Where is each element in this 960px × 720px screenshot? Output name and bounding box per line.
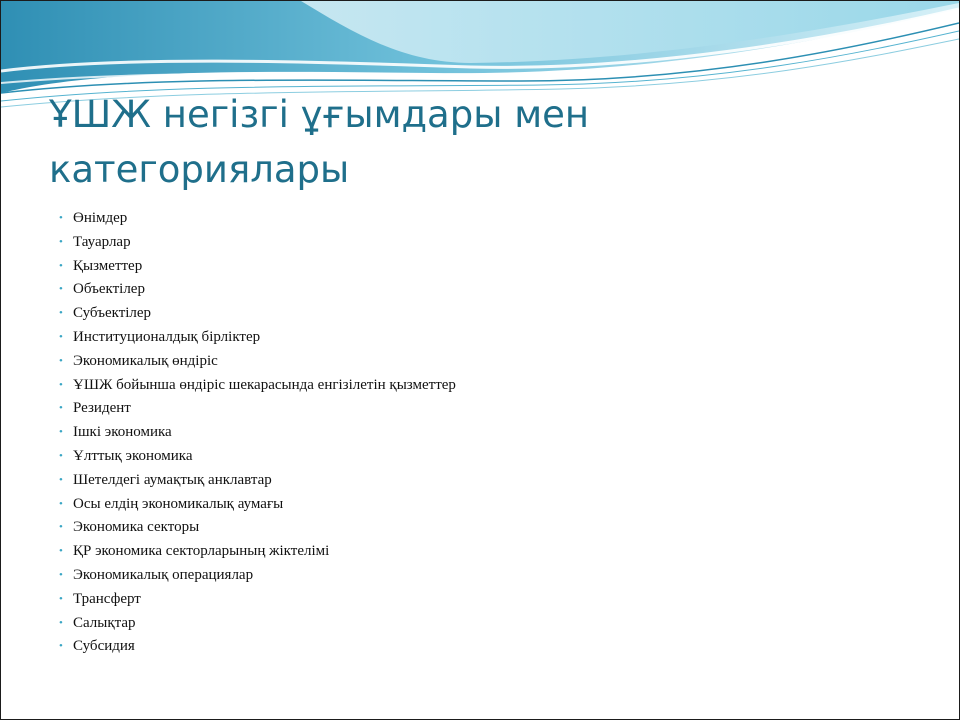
bullet-list bbox=[59, 207, 919, 659]
title-line-1: ҰШЖ негізгі ұғымдары мен bbox=[49, 93, 590, 136]
list-item-text: Экономикалық операциялар bbox=[73, 566, 254, 583]
bullet-icon: • bbox=[59, 283, 63, 296]
list-item-text: Өнімдер bbox=[73, 210, 128, 226]
list-item-text: Салықтар bbox=[73, 614, 136, 631]
bullet-icon: • bbox=[59, 521, 63, 534]
list-item bbox=[59, 516, 919, 540]
title-line-2: категориялары bbox=[49, 148, 350, 191]
bullet-icon: • bbox=[59, 259, 63, 272]
list-item bbox=[59, 564, 919, 588]
list-item bbox=[59, 374, 919, 398]
list-item-text: Резидент bbox=[73, 400, 131, 417]
bullet-icon: • bbox=[59, 616, 63, 629]
list-item-text: ҰШЖ бойынша өндіріс шекарасында енгізілетін қызметтер bbox=[73, 376, 456, 393]
list-item-text: Осы елдің экономикалық аумағы bbox=[73, 495, 284, 512]
bullet-icon: • bbox=[59, 378, 63, 391]
list-item-text: Ұлттық экономика bbox=[73, 447, 193, 464]
bullet-icon: • bbox=[59, 330, 63, 343]
bullet-icon: • bbox=[59, 212, 63, 224]
bullet-icon: • bbox=[59, 449, 63, 462]
list-item bbox=[59, 445, 919, 469]
list-item-text: Қызметтер bbox=[73, 257, 143, 274]
bullet-icon: • bbox=[59, 235, 63, 248]
list-item bbox=[59, 231, 919, 255]
list-item-text: Тауарлар bbox=[73, 233, 131, 250]
list-item-text: Экономикалық өндіріс bbox=[73, 352, 218, 369]
list-item bbox=[59, 493, 919, 517]
list-item bbox=[59, 469, 919, 493]
list-item-text: Субъектілер bbox=[73, 305, 152, 322]
list-item bbox=[59, 540, 919, 564]
list-item bbox=[59, 207, 919, 231]
list-item-text: Субсидия bbox=[73, 638, 135, 655]
bullet-icon: • bbox=[59, 307, 63, 320]
list-item bbox=[59, 278, 919, 302]
list-item bbox=[59, 397, 919, 421]
slide-title bbox=[49, 87, 909, 197]
list-item bbox=[59, 326, 919, 350]
list-item-text: Ішкі экономика bbox=[73, 424, 172, 441]
list-item bbox=[59, 612, 919, 636]
bullet-icon: • bbox=[59, 640, 63, 653]
list-item bbox=[59, 635, 919, 659]
list-item-text: ҚР экономика секторларының жіктелімі bbox=[73, 543, 330, 560]
list-item bbox=[59, 302, 919, 326]
bullet-icon: • bbox=[59, 473, 63, 486]
list-item-text: Объектілер bbox=[73, 281, 145, 298]
bullet-icon: • bbox=[59, 402, 63, 415]
bullet-icon: • bbox=[59, 354, 63, 367]
list-item-text: Экономика секторы bbox=[73, 519, 200, 536]
bullet-icon: • bbox=[59, 545, 63, 558]
bullet-icon: • bbox=[59, 497, 63, 510]
list-item bbox=[59, 421, 919, 445]
list-item bbox=[59, 588, 919, 612]
bullet-icon: • bbox=[59, 568, 63, 581]
list-item bbox=[59, 255, 919, 279]
list-item bbox=[59, 350, 919, 374]
list-item-text: Институционалдық бірліктер bbox=[73, 328, 261, 345]
bullet-icon: • bbox=[59, 426, 63, 439]
bullet-icon: • bbox=[59, 592, 63, 605]
list-item-text: Трансферт bbox=[73, 590, 141, 607]
list-item-text: Шетелдегі аумақтық анклавтар bbox=[73, 471, 272, 488]
